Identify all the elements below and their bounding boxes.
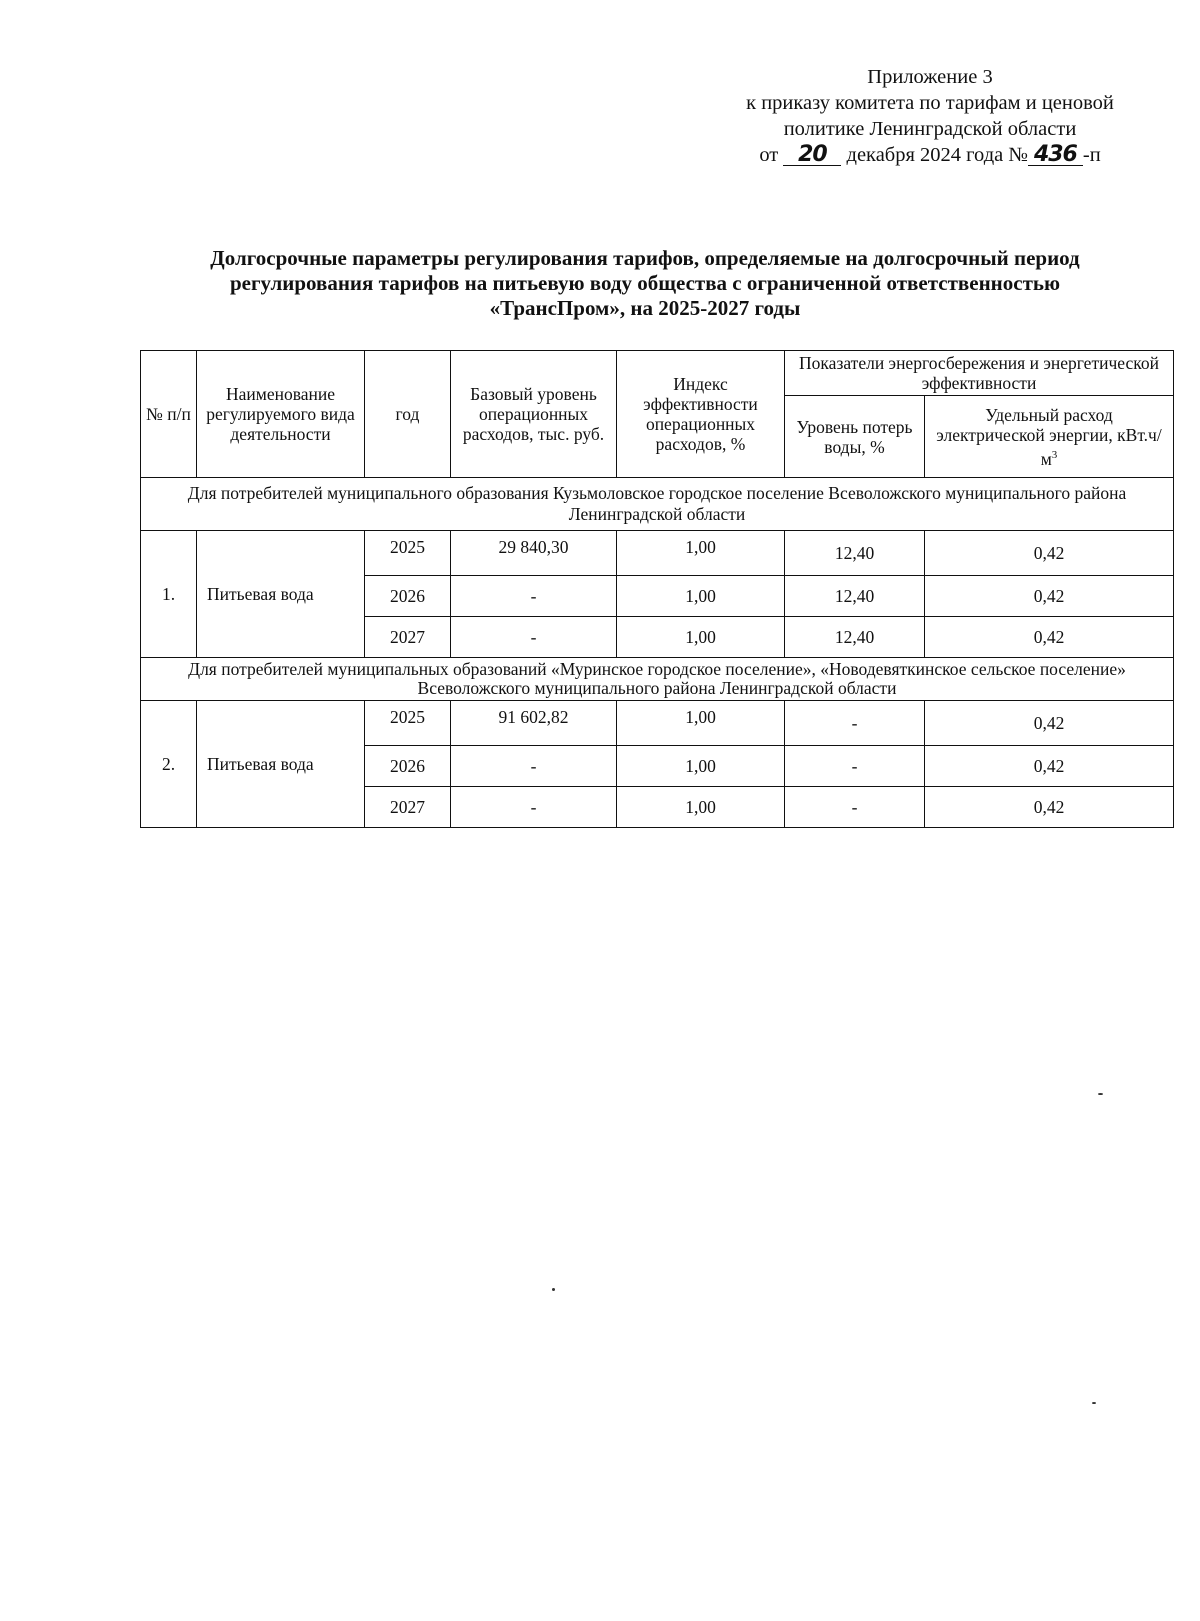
cell-losses: 12,40	[785, 576, 925, 617]
cell-year: 2025	[365, 701, 451, 746]
cell-electricity: 0,42	[925, 617, 1174, 658]
tariff-parameters-table	[140, 350, 1174, 828]
cell-base: -	[451, 617, 617, 658]
row-num: 1.	[141, 531, 197, 658]
header-water-losses: Уровень потерь воды, %	[785, 396, 925, 478]
cell-base: 91 602,82	[451, 701, 617, 746]
header-num: № п/п	[141, 351, 197, 478]
appendix-committee-line: политике Ленинградской области	[783, 118, 1077, 140]
group-caption: Для потребителей муниципальных образований «Муринское городское поселение», «Новодевяткинское сельское поселение» Всеволожского муниципального района Ленинградской области	[141, 658, 1174, 701]
header-electricity	[925, 396, 1174, 478]
cell-base: 29 840,30	[451, 531, 617, 576]
cell-index: 1,00	[617, 617, 785, 658]
scan-speck	[1092, 1402, 1096, 1404]
cell-year: 2026	[365, 746, 451, 787]
cell-losses: 12,40	[785, 531, 925, 576]
date-middle: декабря 2024 года №	[846, 144, 1028, 166]
cell-electricity: 0,42	[925, 787, 1174, 828]
header-efficiency-index: Индекс эффективности операционных расходов, %	[617, 351, 785, 478]
cell-index: 1,00	[617, 531, 785, 576]
header-year: год	[365, 351, 451, 478]
date-prefix: от	[759, 144, 779, 166]
handwritten-number: 436	[1028, 145, 1083, 166]
cell-base: -	[451, 787, 617, 828]
header-base-level: Базовый уровень операционных расходов, тыс. руб.	[451, 351, 617, 478]
cell-year: 2027	[365, 787, 451, 828]
cell-year: 2025	[365, 531, 451, 576]
cell-base: -	[451, 746, 617, 787]
cell-losses: -	[785, 787, 925, 828]
header-energy-group: Показатели энергосбережения и энергетической эффективности	[785, 351, 1174, 396]
row-num: 2.	[141, 701, 197, 828]
handwritten-day: 20	[783, 145, 841, 166]
cell-losses: -	[785, 701, 925, 746]
cell-base: -	[451, 576, 617, 617]
cell-electricity: 0,42	[925, 531, 1174, 576]
cell-electricity: 0,42	[925, 746, 1174, 787]
number-suffix: -п	[1082, 144, 1101, 166]
title-line-1: Долгосрочные параметры регулирования тарифов, определяемые на долгосрочный период	[210, 246, 1080, 270]
appendix-header	[690, 64, 1170, 168]
appendix-order-line: к приказу комитета по тарифам и ценовой	[746, 92, 1114, 114]
cell-year: 2027	[365, 617, 451, 658]
document-title	[120, 246, 1170, 321]
cell-index: 1,00	[617, 787, 785, 828]
scan-speck	[552, 1288, 555, 1291]
header-electricity-text: Удельный расход электрической энергии, кВт.ч/м	[936, 404, 1162, 469]
cell-year: 2026	[365, 576, 451, 617]
cell-losses: -	[785, 746, 925, 787]
cell-index: 1,00	[617, 576, 785, 617]
row-activity: Питьевая вода	[197, 701, 365, 828]
group-caption: Для потребителей муниципального образования Кузьмоловское городское поселение Всеволожского муниципального района Ленинградской области	[141, 478, 1174, 531]
row-activity: Питьевая вода	[197, 531, 365, 658]
title-line-2: регулирования тарифов на питьевую воду общества с ограниченной ответственностью	[229, 271, 1061, 295]
cell-index: 1,00	[617, 701, 785, 746]
appendix-title: Приложение 3	[867, 66, 993, 88]
cell-losses: 12,40	[785, 617, 925, 658]
header-activity: Наименование регулируемого вида деятельности	[197, 351, 365, 478]
cell-electricity: 0,42	[925, 701, 1174, 746]
cell-electricity: 0,42	[925, 576, 1174, 617]
header-electricity-sup: 3	[1051, 448, 1058, 461]
cell-index: 1,00	[617, 746, 785, 787]
scan-speck	[1098, 1093, 1103, 1095]
title-line-3: «ТрансПром», на 2025-2027 годы	[489, 296, 801, 320]
appendix-date-line	[690, 142, 1170, 168]
